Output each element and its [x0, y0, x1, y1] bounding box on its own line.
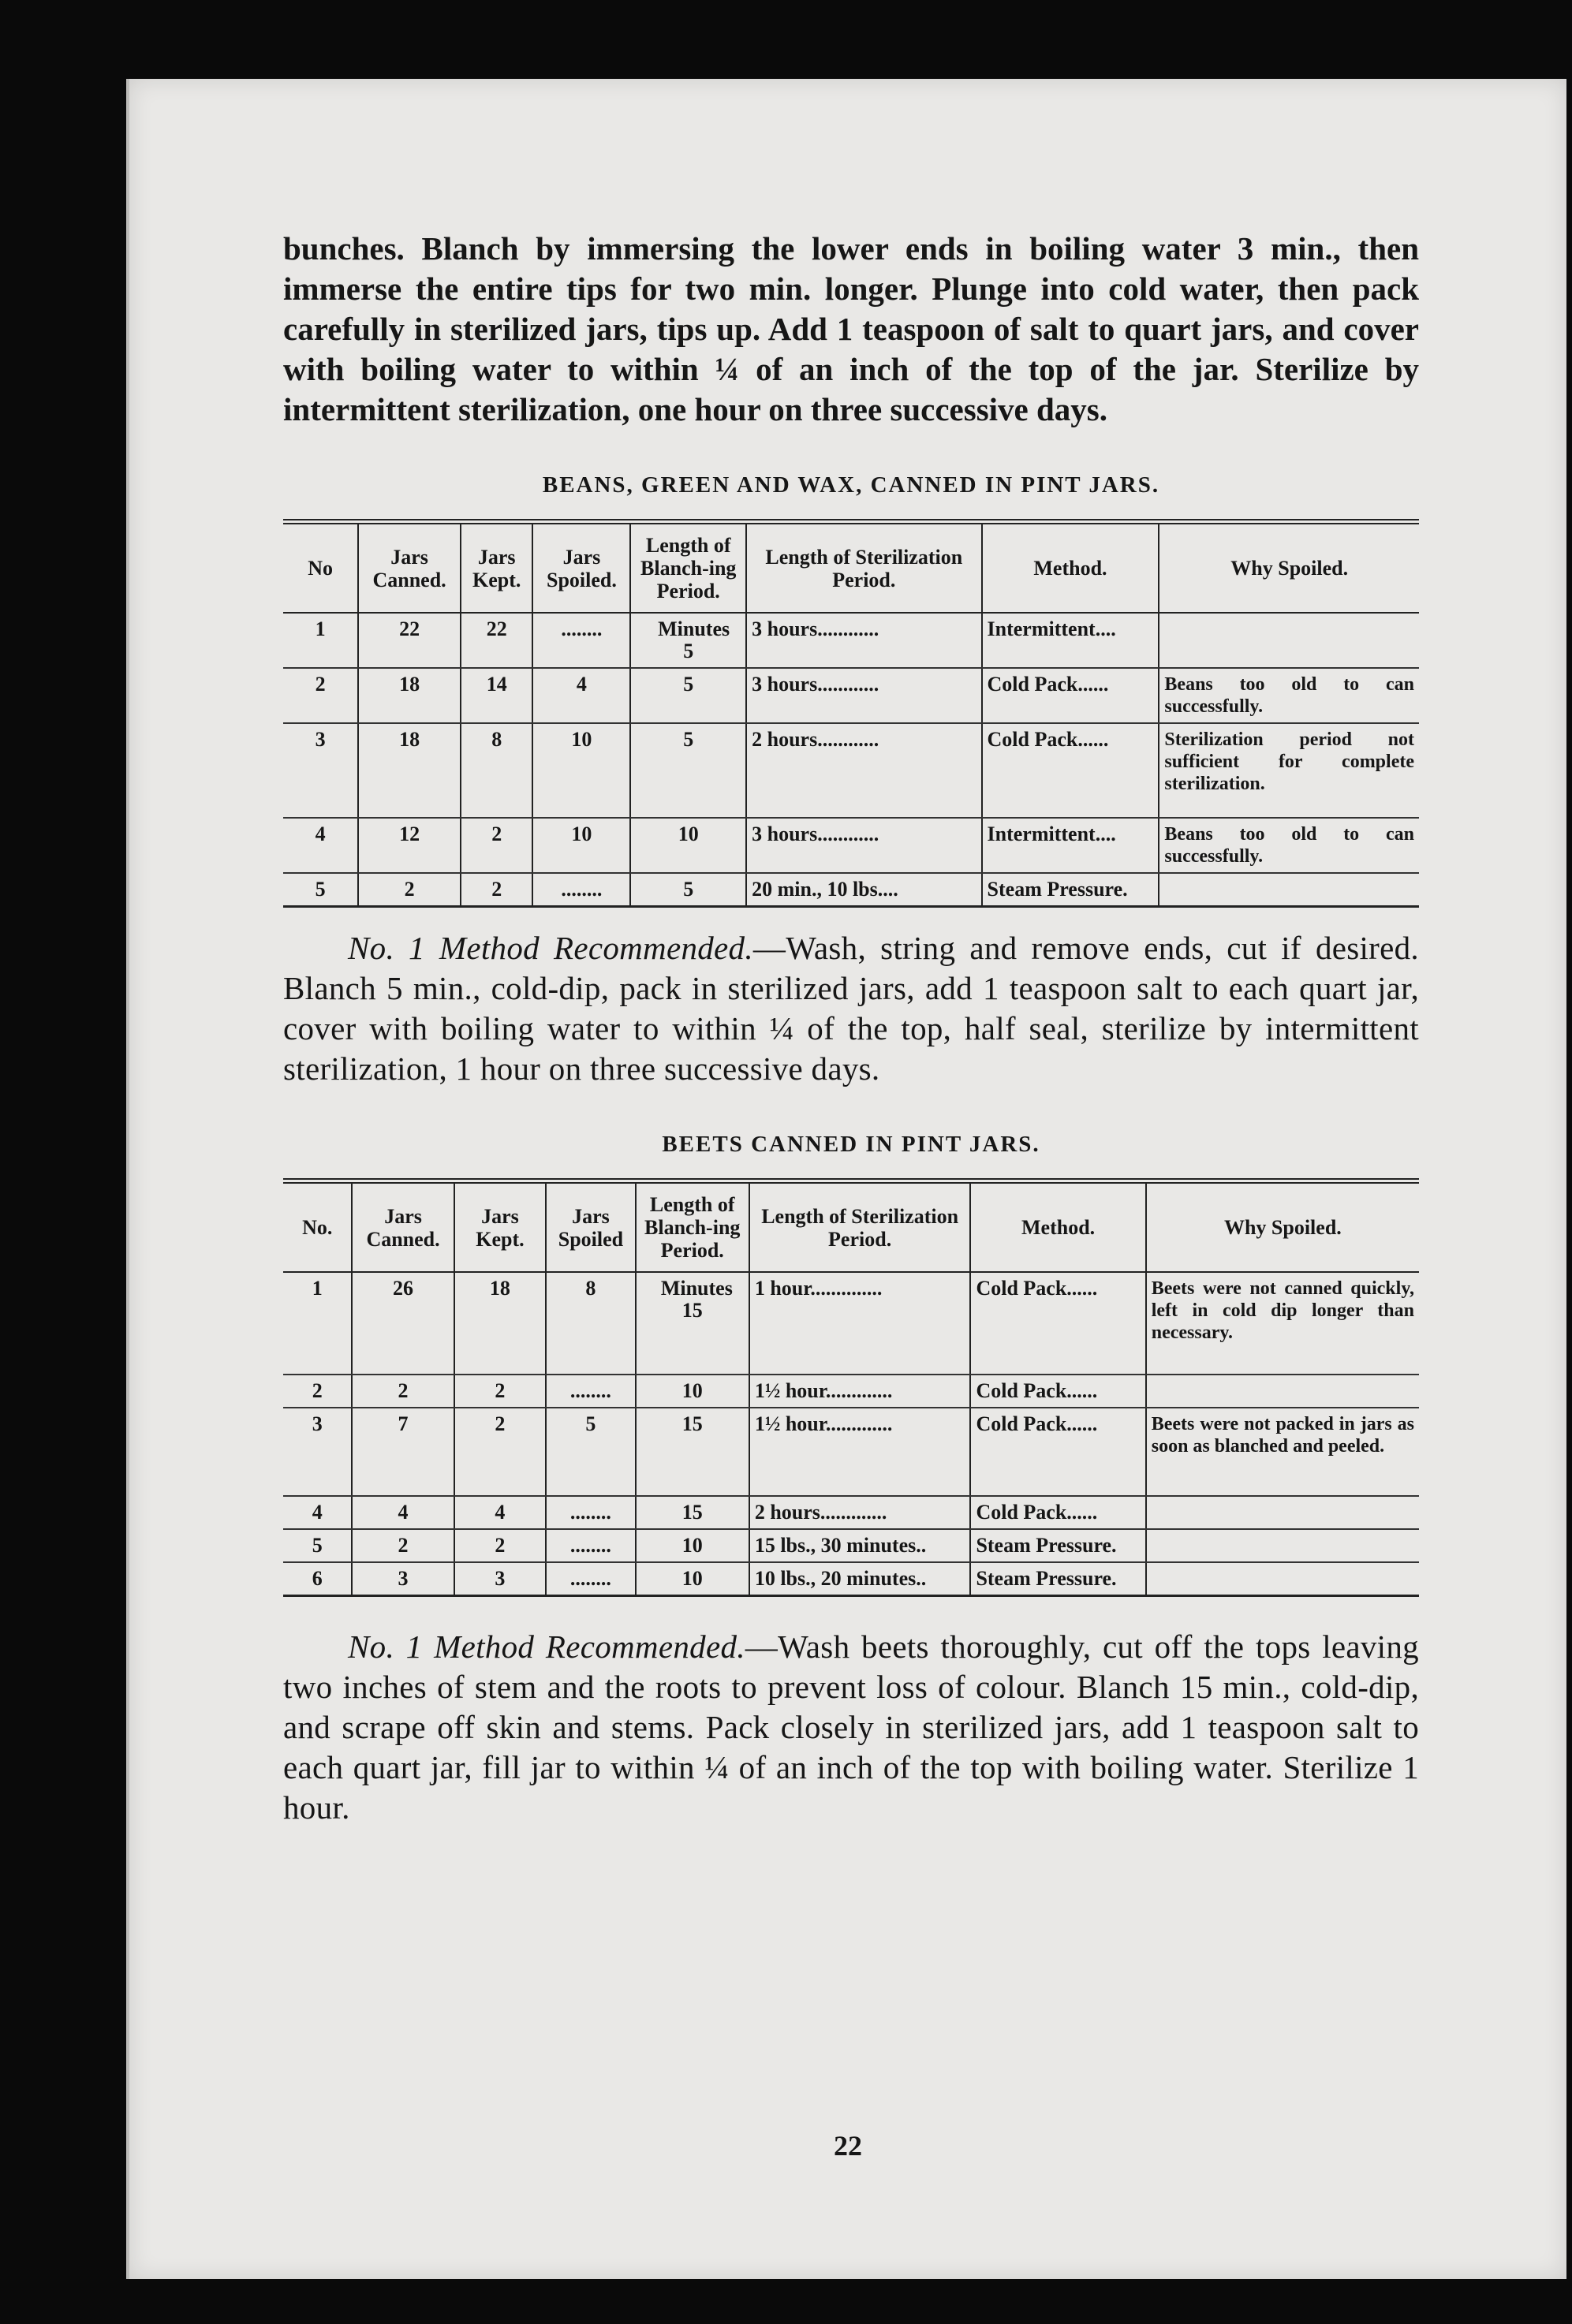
table-row — [283, 1562, 1419, 1596]
cell-spoiled: ........ — [546, 1562, 635, 1596]
cell-spoiled: ........ — [532, 873, 630, 907]
cell-spoiled: 8 — [546, 1272, 635, 1375]
cell-canned: 2 — [358, 873, 461, 907]
table-row — [283, 1496, 1419, 1529]
cell-kept: 3 — [454, 1562, 547, 1596]
cell-blanch: 10 — [636, 1529, 749, 1562]
cell-spoiled: 10 — [532, 723, 630, 818]
blanch-value: 15 — [681, 1299, 703, 1322]
cell-why: Beets were not canned quickly, left in cold dip longer than necessary. — [1146, 1272, 1419, 1375]
cell-no: 3 — [283, 1408, 352, 1496]
page-content — [283, 229, 1419, 1828]
cell-spoiled: ........ — [546, 1529, 635, 1562]
cell-kept: 2 — [461, 818, 533, 873]
beets-table-title: BEETS CANNED IN PINT JARS. — [662, 1132, 1040, 1157]
blanch-value: 5 — [683, 640, 694, 662]
cell-blanch: 15 — [636, 1408, 749, 1496]
cell-canned: 7 — [352, 1408, 454, 1496]
cell-no: 1 — [283, 1272, 352, 1375]
header-jars-spoiled: Jars Spoiled. — [532, 522, 630, 614]
cell-period: 1 hour.............. — [749, 1272, 971, 1375]
cell-no: 1 — [283, 613, 358, 668]
cell-kept: 22 — [461, 613, 533, 668]
cell-blanch: 15 — [636, 1496, 749, 1529]
header-jars-canned: Jars Canned. — [352, 1181, 454, 1273]
header-sterilization-period: Length of Sterilization Period. — [749, 1181, 971, 1273]
cell-method: Cold Pack...... — [982, 668, 1159, 723]
cell-kept: 2 — [454, 1408, 547, 1496]
cell-blanch: 10 — [636, 1562, 749, 1596]
cell-period: 1½ hour............. — [749, 1408, 971, 1496]
page-number: 22 — [834, 2130, 862, 2162]
cell-period: 1½ hour............. — [749, 1375, 971, 1408]
cell-no: 5 — [283, 1529, 352, 1562]
blanch-unit-label: Minutes — [660, 1277, 733, 1300]
cell-why: Beans too old to can successfully. — [1159, 818, 1419, 873]
cell-canned: 4 — [352, 1496, 454, 1529]
cell-no: 6 — [283, 1562, 352, 1596]
table-row — [283, 873, 1419, 907]
cell-canned: 26 — [352, 1272, 454, 1375]
beans-recommendation — [283, 928, 1419, 1089]
cell-canned: 2 — [352, 1529, 454, 1562]
table-row — [283, 1408, 1419, 1496]
cell-why: Beets were not packed in jars as soon as blanched and peeled. — [1146, 1408, 1419, 1496]
header-no: No. — [283, 1181, 352, 1273]
cell-period: 20 min., 10 lbs.... — [746, 873, 981, 907]
header-no: No — [283, 522, 358, 614]
cell-kept: 2 — [454, 1375, 547, 1408]
cell-no: 4 — [283, 1496, 352, 1529]
cell-method: Cold Pack...... — [982, 723, 1159, 818]
header-blanching-period: Length of Blanch-ing Period. — [630, 522, 746, 614]
beets-table — [283, 1178, 1419, 1597]
intro-paragraph: bunches. Blanch by immersing the lower ends in boiling water 3 min., then immerse the entire tips for two min. longer. Plunge into cold water, then pack carefully in sterilized jars, tips up. Add 1 teaspoon of salt to quart jars, and cover with boiling water to within ¼ of an inch of the top of the jar. Sterilize by intermittent sterilization, one hour on three successive days. — [283, 230, 1419, 427]
cell-spoiled: ........ — [546, 1375, 635, 1408]
cell-period: 10 lbs., 20 minutes.. — [749, 1562, 971, 1596]
cell-period: 3 hours............ — [746, 668, 981, 723]
cell-blanch — [636, 1272, 749, 1375]
cell-kept: 2 — [461, 873, 533, 907]
cell-method: Cold Pack...... — [970, 1496, 1145, 1529]
table-row — [283, 1375, 1419, 1408]
cell-why: Sterilization period not sufficient for complete sterilization. — [1159, 723, 1419, 818]
header-jars-kept: Jars Kept. — [454, 1181, 547, 1273]
table-row — [283, 613, 1419, 668]
beets-rec-text: —Wash beets thoroughly, cut off the tops leaving two inches of stem and the roots to prevent loss of colour. Blanch 15 min., cold-dip, and scrape off skin and stems. Pack closely in sterilized jars, add 1 teaspoon salt to each quart jar, fill jar to within ¼ of an inch of the top with boiling water. Sterilize 1 hour. — [283, 1628, 1419, 1826]
cell-spoiled: 10 — [532, 818, 630, 873]
beans-rec-text: —Wash, string and remove ends, cut if desired. Blanch 5 min., cold-dip, pack in sterilized jars, add 1 teaspoon salt to each quart jar, cover with boiling water to within ¼ of the top, half seal, sterilize by intermittent sterilization, 1 hour on three successive days. — [283, 930, 1419, 1087]
beans-table-title: BEANS, GREEN AND WAX, CANNED IN PINT JARS. — [542, 472, 1160, 498]
header-why-spoiled: Why Spoiled. — [1146, 1181, 1419, 1273]
cell-why: Beans too old to can successfully. — [1159, 668, 1419, 723]
cell-blanch — [630, 613, 746, 668]
header-jars-canned: Jars Canned. — [358, 522, 461, 614]
cell-spoiled: ........ — [532, 613, 630, 668]
cell-canned: 22 — [358, 613, 461, 668]
table-row — [283, 1272, 1419, 1375]
cell-blanch: 5 — [630, 723, 746, 818]
cell-blanch: 10 — [630, 818, 746, 873]
cell-why — [1159, 613, 1419, 668]
cell-method: Cold Pack...... — [970, 1272, 1145, 1375]
cell-method: Cold Pack...... — [970, 1375, 1145, 1408]
cell-spoiled: 4 — [532, 668, 630, 723]
header-jars-spoiled: Jars Spoiled — [546, 1181, 635, 1273]
cell-spoiled: 5 — [546, 1408, 635, 1496]
header-jars-kept: Jars Kept. — [461, 522, 533, 614]
cell-kept: 8 — [461, 723, 533, 818]
cell-blanch: 10 — [636, 1375, 749, 1408]
table-row — [283, 1529, 1419, 1562]
beets-rec-label: No. 1 Method Recommended. — [348, 1628, 745, 1665]
cell-period: 3 hours............ — [746, 613, 981, 668]
page-sheet — [126, 79, 1566, 2279]
beans-rec-label: No. 1 Method Recommended. — [348, 930, 753, 966]
header-blanching-period: Length of Blanch-ing Period. — [636, 1181, 749, 1273]
cell-why — [1146, 1496, 1419, 1529]
cell-canned: 2 — [352, 1375, 454, 1408]
cell-period: 3 hours............ — [746, 818, 981, 873]
header-method: Method. — [970, 1181, 1145, 1273]
cell-period: 2 hours............ — [746, 723, 981, 818]
cell-canned: 18 — [358, 723, 461, 818]
beets-header-row — [283, 1181, 1419, 1273]
cell-why — [1146, 1375, 1419, 1408]
table-row — [283, 818, 1419, 873]
cell-kept: 4 — [454, 1496, 547, 1529]
beans-header-row — [283, 522, 1419, 614]
blanch-unit-label: Minutes — [658, 617, 730, 640]
cell-kept: 2 — [454, 1529, 547, 1562]
cell-method: Steam Pressure. — [982, 873, 1159, 907]
cell-canned: 12 — [358, 818, 461, 873]
cell-no: 3 — [283, 723, 358, 818]
cell-no: 2 — [283, 668, 358, 723]
cell-no: 5 — [283, 873, 358, 907]
table-row — [283, 668, 1419, 723]
beans-table — [283, 519, 1419, 908]
cell-canned: 3 — [352, 1562, 454, 1596]
cell-no: 2 — [283, 1375, 352, 1408]
table-row — [283, 723, 1419, 818]
cell-why — [1159, 873, 1419, 907]
cell-method: Intermittent.... — [982, 613, 1159, 668]
cell-blanch: 5 — [630, 873, 746, 907]
cell-why — [1146, 1529, 1419, 1562]
cell-no: 4 — [283, 818, 358, 873]
header-why-spoiled: Why Spoiled. — [1159, 522, 1419, 614]
cell-kept: 14 — [461, 668, 533, 723]
cell-method: Cold Pack...... — [970, 1408, 1145, 1496]
cell-spoiled: ........ — [546, 1496, 635, 1529]
cell-canned: 18 — [358, 668, 461, 723]
cell-period: 15 lbs., 30 minutes.. — [749, 1529, 971, 1562]
cell-blanch: 5 — [630, 668, 746, 723]
cell-method: Intermittent.... — [982, 818, 1159, 873]
cell-period: 2 hours............. — [749, 1496, 971, 1529]
header-sterilization-period: Length of Sterilization Period. — [746, 522, 981, 614]
cell-kept: 18 — [454, 1272, 547, 1375]
header-method: Method. — [982, 522, 1159, 614]
beets-recommendation — [283, 1627, 1419, 1828]
cell-method: Steam Pressure. — [970, 1562, 1145, 1596]
cell-why — [1146, 1562, 1419, 1596]
cell-method: Steam Pressure. — [970, 1529, 1145, 1562]
